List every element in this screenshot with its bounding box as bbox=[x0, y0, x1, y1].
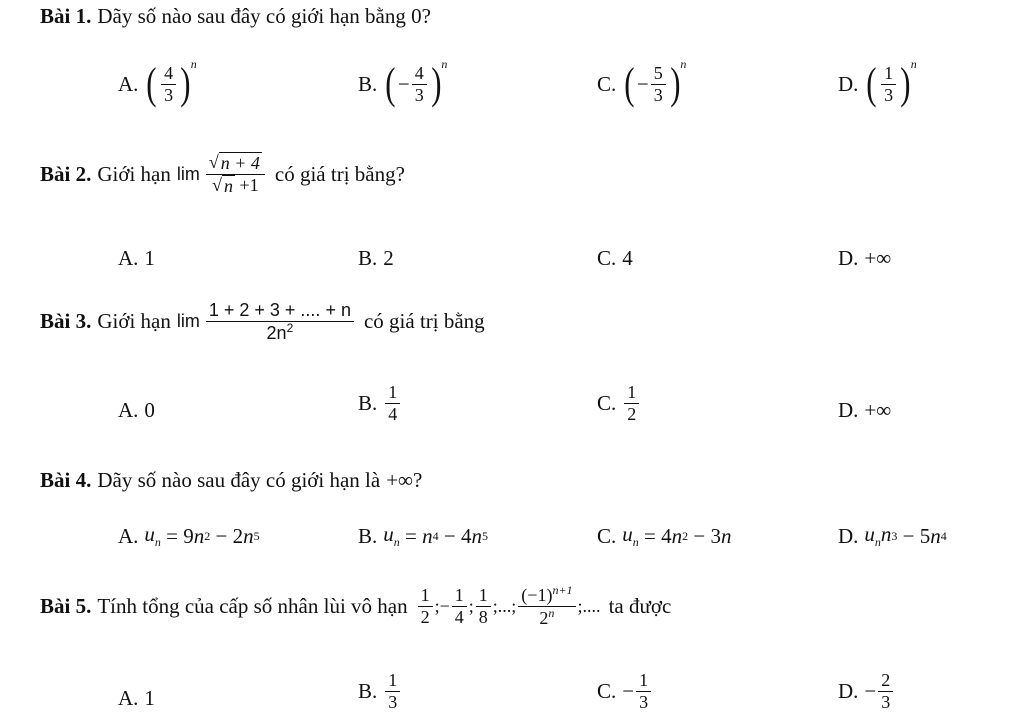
left-paren: ( bbox=[866, 59, 877, 108]
formula: = 4 bbox=[638, 523, 672, 548]
q2-option-b[interactable] bbox=[358, 246, 394, 271]
q4-option-b[interactable] bbox=[358, 522, 488, 550]
fraction: $\frac{4}{3}$ bbox=[161, 63, 176, 105]
formula: $u_nn$ bbox=[864, 522, 892, 550]
option-letter: A. bbox=[118, 523, 139, 548]
fraction: $\frac{2}{3}$ bbox=[878, 670, 893, 712]
question-3-pre: Giới hạn bbox=[97, 309, 171, 334]
option-value: +∞ bbox=[864, 246, 892, 270]
formula: $u_n$ bbox=[622, 522, 639, 550]
fraction: $\frac{1}{3}$ bbox=[385, 670, 400, 712]
exponent: n bbox=[910, 56, 917, 71]
option-value: 2 bbox=[383, 246, 394, 270]
fraction: $\frac{1}{4}$ bbox=[385, 382, 400, 424]
formula: = 9 bbox=[160, 523, 194, 548]
question-5 bbox=[40, 584, 671, 628]
formula: n bbox=[671, 523, 683, 548]
lim-symbol: lim bbox=[176, 311, 200, 332]
question-3 bbox=[40, 300, 485, 343]
formula: − 2 bbox=[210, 523, 244, 548]
question-1-text: Dãy số nào sau đây có giới hạn bằng 0? bbox=[97, 4, 431, 28]
q5-option-b[interactable] bbox=[358, 670, 402, 712]
sign: − bbox=[864, 678, 877, 703]
option-letter: D. bbox=[838, 523, 859, 548]
question-4-text: Dãy số nào sau đây có giới hạn là bbox=[97, 468, 381, 492]
q1-option-a[interactable] bbox=[118, 56, 197, 108]
q2-option-a[interactable] bbox=[118, 246, 155, 271]
q4-option-c[interactable] bbox=[597, 522, 731, 550]
question-5-text: Tính tổng của cấp số nhân lùi vô hạn bbox=[97, 593, 408, 618]
question-5-label: Bài 5. bbox=[40, 593, 92, 618]
question-2-pre: Giới hạn bbox=[97, 161, 171, 186]
formula: 5 bbox=[481, 528, 488, 543]
option-letter: B. bbox=[358, 246, 378, 270]
question-2-label: Bài 2. bbox=[40, 161, 92, 186]
option-letter: B. bbox=[358, 523, 378, 548]
option-value: 0 bbox=[144, 398, 155, 422]
option-value: +∞ bbox=[864, 398, 892, 422]
sign: − bbox=[636, 71, 649, 96]
right-paren: ) bbox=[900, 59, 911, 108]
formula: − 5 bbox=[897, 523, 931, 548]
left-paren: ( bbox=[385, 59, 396, 108]
q5-option-c[interactable] bbox=[597, 670, 653, 712]
fraction: $\frac{1}{3}$ bbox=[881, 63, 896, 105]
q2-option-c[interactable] bbox=[597, 246, 633, 271]
option-letter: C. bbox=[597, 246, 617, 270]
q4-option-a[interactable] bbox=[118, 522, 260, 550]
option-letter: D. bbox=[838, 71, 859, 96]
fraction: $\frac{1}{3}$ bbox=[636, 670, 651, 712]
option-letter: A. bbox=[118, 686, 139, 710]
q1-option-b[interactable] bbox=[358, 56, 448, 108]
option-letter: C. bbox=[597, 71, 617, 96]
formula: n bbox=[471, 523, 482, 548]
q3-option-d[interactable] bbox=[838, 398, 891, 423]
left-paren: ( bbox=[146, 59, 157, 108]
option-letter: C. bbox=[597, 678, 617, 703]
question-1-label: Bài 1. bbox=[40, 4, 92, 28]
sign: − bbox=[622, 678, 635, 703]
option-letter: C. bbox=[597, 390, 617, 415]
formula: 5 bbox=[253, 528, 260, 543]
option-letter: B. bbox=[358, 678, 378, 703]
formula: $u_n$ bbox=[144, 522, 161, 550]
q3-option-a[interactable] bbox=[118, 398, 155, 423]
lim-symbol: lim bbox=[176, 163, 200, 184]
question-2 bbox=[40, 152, 405, 196]
formula: n bbox=[193, 523, 205, 548]
limit-fraction: √ n + 4 √ n +1 bbox=[206, 152, 265, 196]
q2-option-d[interactable] bbox=[838, 246, 891, 271]
option-letter: D. bbox=[838, 398, 859, 422]
option-letter: A. bbox=[118, 246, 139, 270]
sqrt-icon: √ bbox=[208, 152, 219, 172]
exponent: n bbox=[441, 56, 448, 71]
question-mark: ? bbox=[413, 468, 423, 492]
formula: 4 bbox=[940, 528, 947, 543]
option-value: 1 bbox=[144, 686, 155, 710]
fraction: $\frac{4}{3}$ bbox=[412, 63, 427, 105]
sign: − bbox=[397, 71, 410, 96]
formula: − 3 bbox=[688, 523, 721, 548]
option-letter: A. bbox=[118, 398, 139, 422]
formula: n bbox=[422, 523, 433, 548]
question-5-post: ta được bbox=[608, 593, 672, 618]
question-3-label: Bài 3. bbox=[40, 309, 92, 334]
question-4 bbox=[40, 468, 422, 493]
q3-option-c[interactable] bbox=[597, 382, 641, 424]
option-letter: C. bbox=[597, 523, 617, 548]
formula: n bbox=[243, 523, 254, 548]
right-paren: ) bbox=[180, 59, 191, 108]
exponent: n bbox=[680, 56, 687, 71]
formula: 2 bbox=[682, 528, 689, 543]
formula: 2 bbox=[204, 528, 211, 543]
option-value: 1 bbox=[144, 246, 155, 270]
formula: 4 bbox=[432, 528, 439, 543]
right-paren: ) bbox=[430, 59, 442, 108]
formula: 3 bbox=[891, 528, 898, 543]
sqrt-icon: √ bbox=[212, 174, 222, 195]
left-paren: ( bbox=[624, 59, 635, 108]
question-2-post: có giá trị bằng? bbox=[274, 161, 405, 186]
exponent: n bbox=[190, 56, 197, 71]
q3-option-b[interactable] bbox=[358, 382, 402, 424]
q4-option-d[interactable] bbox=[838, 522, 947, 550]
question-1 bbox=[40, 4, 431, 29]
fraction: $\frac{1}{2}$ bbox=[624, 382, 639, 424]
q5-option-a[interactable] bbox=[118, 686, 155, 711]
option-letter: B. bbox=[358, 390, 378, 415]
infinity-symbol: +∞ bbox=[386, 468, 414, 492]
right-paren: ) bbox=[669, 59, 681, 108]
option-letter: D. bbox=[838, 246, 859, 270]
option-value: 4 bbox=[622, 246, 633, 270]
formula: $u_n$ bbox=[383, 522, 400, 550]
option-letter: D. bbox=[838, 678, 859, 703]
fraction: $\frac{5}{3}$ bbox=[651, 63, 666, 105]
formula: = bbox=[399, 523, 423, 548]
q1-option-d[interactable] bbox=[838, 56, 917, 108]
question-4-label: Bài 4. bbox=[40, 468, 92, 492]
formula: n bbox=[720, 523, 732, 548]
option-letter: B. bbox=[358, 71, 378, 96]
option-letter: A. bbox=[118, 71, 139, 96]
formula: − 4 bbox=[438, 523, 472, 548]
question-3-post: có giá trị bằng bbox=[363, 309, 485, 334]
formula: n bbox=[930, 523, 941, 548]
q5-option-d[interactable] bbox=[838, 670, 895, 712]
q1-option-c[interactable] bbox=[597, 56, 687, 108]
series-formula: $\frac{1}{2}$ ;− $\frac{1}{4}$ ; $\frac{1}{8}$ ;...; $\frac{(-1)^{n+1}}{2^n}$ ;.... bbox=[416, 584, 601, 628]
limit-fraction: $\frac{1 + 2 + 3 + .... + n}{2n^2}$ bbox=[206, 300, 354, 343]
